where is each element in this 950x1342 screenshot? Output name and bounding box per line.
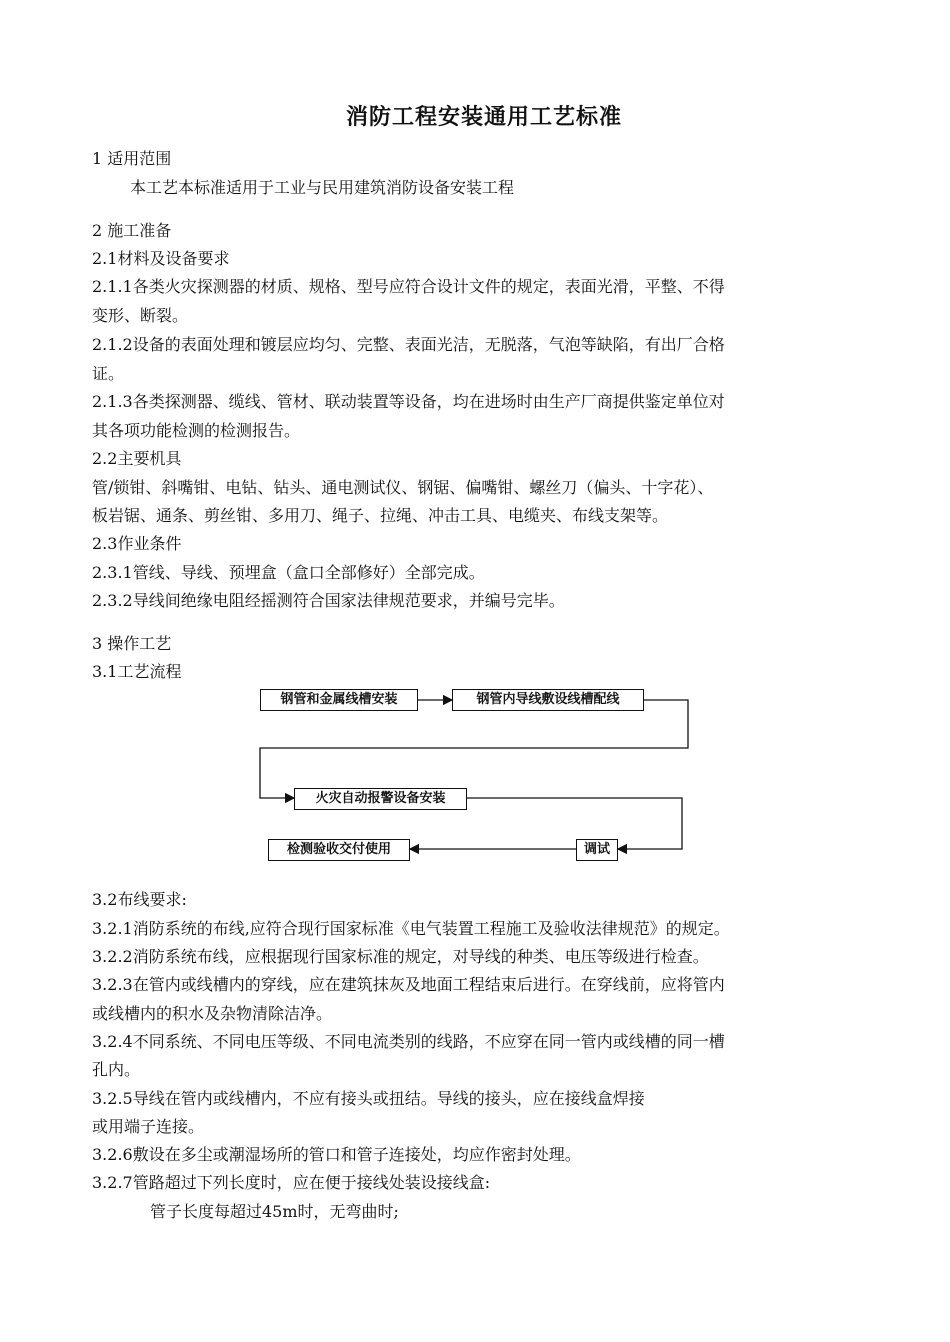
- flow-step-pipe-install: 钢管和金属线槽安装: [260, 689, 418, 711]
- tools-line1: 管/锁钳、斜嘴钳、电钻、钻头、通电测试仪、钢锯、偏嘴钳、螺丝刀（偏头、十字花）、: [92, 478, 714, 497]
- item-3-2-4-line1: 3.2.4不同系统、不同电压等级、不同电流类别的线路，不应穿在同一管内或线槽的同一槽: [92, 1032, 725, 1051]
- subsection-3-1: 3.1工艺流程: [92, 662, 182, 681]
- item-2-1-2-line2: 证。: [92, 364, 125, 383]
- item-2-1-3-line2: 其各项功能检测的检测报告。: [92, 421, 301, 440]
- section-3-heading: 3 操作工艺: [92, 634, 172, 653]
- flow-step-alarm-install: 火灾自动报警设备安装: [294, 788, 467, 810]
- section-1-body: 本工艺本标准适用于工业与民用建筑消防设备安装工程: [130, 178, 515, 197]
- flow-step-acceptance: 检测验收交付使用: [268, 839, 410, 861]
- section-2-heading: 2 施工准备: [92, 221, 172, 240]
- flow-step-debug: 调试: [576, 839, 618, 861]
- item-3-2-5-line2: 或用端子连接。: [92, 1117, 205, 1136]
- section-1-heading: 1 适用范围: [92, 149, 172, 168]
- subsection-2-3: 2.3作业条件: [92, 534, 182, 553]
- item-3-2-6: 3.2.6敷设在多尘或潮湿场所的管口和管子连接处，均应作密封处理。: [92, 1145, 581, 1164]
- item-2-1-1-line2: 变形、断裂。: [92, 306, 189, 325]
- item-2-1-2-line1: 2.1.2设备的表面处理和镀层应均匀、完整、表面光洁，无脱落，气泡等缺陷，有出厂合格: [92, 335, 725, 354]
- subsection-2-1: 2.1材料及设备要求: [92, 249, 230, 268]
- tools-line2: 板岩锯、通条、剪丝钳、多用刀、绳子、拉绳、冲击工具、电缆夹、布线支架等。: [92, 506, 669, 525]
- item-3-2-3-line1: 3.2.3在管内或线槽内的穿线，应在建筑抹灰及地面工程结束后进行。在穿线前，应将管内: [92, 975, 725, 994]
- item-3-2-4-line2: 孔内。: [92, 1060, 141, 1079]
- item-2-1-3-line1: 2.1.3各类探测器、缆线、管材、联动装置等设备，均在进场时由生产厂商提供鉴定单位对: [92, 392, 725, 411]
- item-2-3-1: 2.3.1管线、导线、预埋盒（盒口全部修好）全部完成。: [92, 563, 485, 582]
- item-3-2-7: 3.2.7管路超过下列长度时，应在便于接线处装设接线盒:: [92, 1173, 491, 1192]
- page-title: 消防工程安装通用工艺标准: [345, 105, 622, 130]
- flow-step-wiring: 钢管内导线敷设线槽配线: [452, 689, 644, 711]
- item-3-2-1: 3.2.1消防系统的布线,应符合现行国家标准《电气装置工程施工及验收法律规范》的规定。: [92, 919, 730, 938]
- item-3-2-7-sub: 管子长度每超过45m时，无弯曲时;: [150, 1202, 399, 1221]
- item-3-2-5-line1: 3.2.5导线在管内或线槽内，不应有接头或扭结。导线的接头，应在接线盒焊接: [92, 1089, 645, 1108]
- item-2-1-1-line1: 2.1.1各类火灾探测器的材质、规格、型号应符合设计文件的规定，表面光滑，平整、不得: [92, 277, 725, 296]
- subsection-3-2: 3.2布线要求:: [92, 890, 187, 909]
- item-3-2-2: 3.2.2消防系统布线，应根据现行国家标准的规定，对导线的种类、电压等级进行检查。: [92, 947, 709, 966]
- item-2-3-2: 2.3.2导线间绝缘电阻经摇测符合国家法律规范要求，并编号完毕。: [92, 591, 565, 610]
- item-3-2-3-line2: 或线槽内的积水及杂物清除洁净。: [92, 1004, 333, 1023]
- subsection-2-2: 2.2主要机具: [92, 449, 182, 468]
